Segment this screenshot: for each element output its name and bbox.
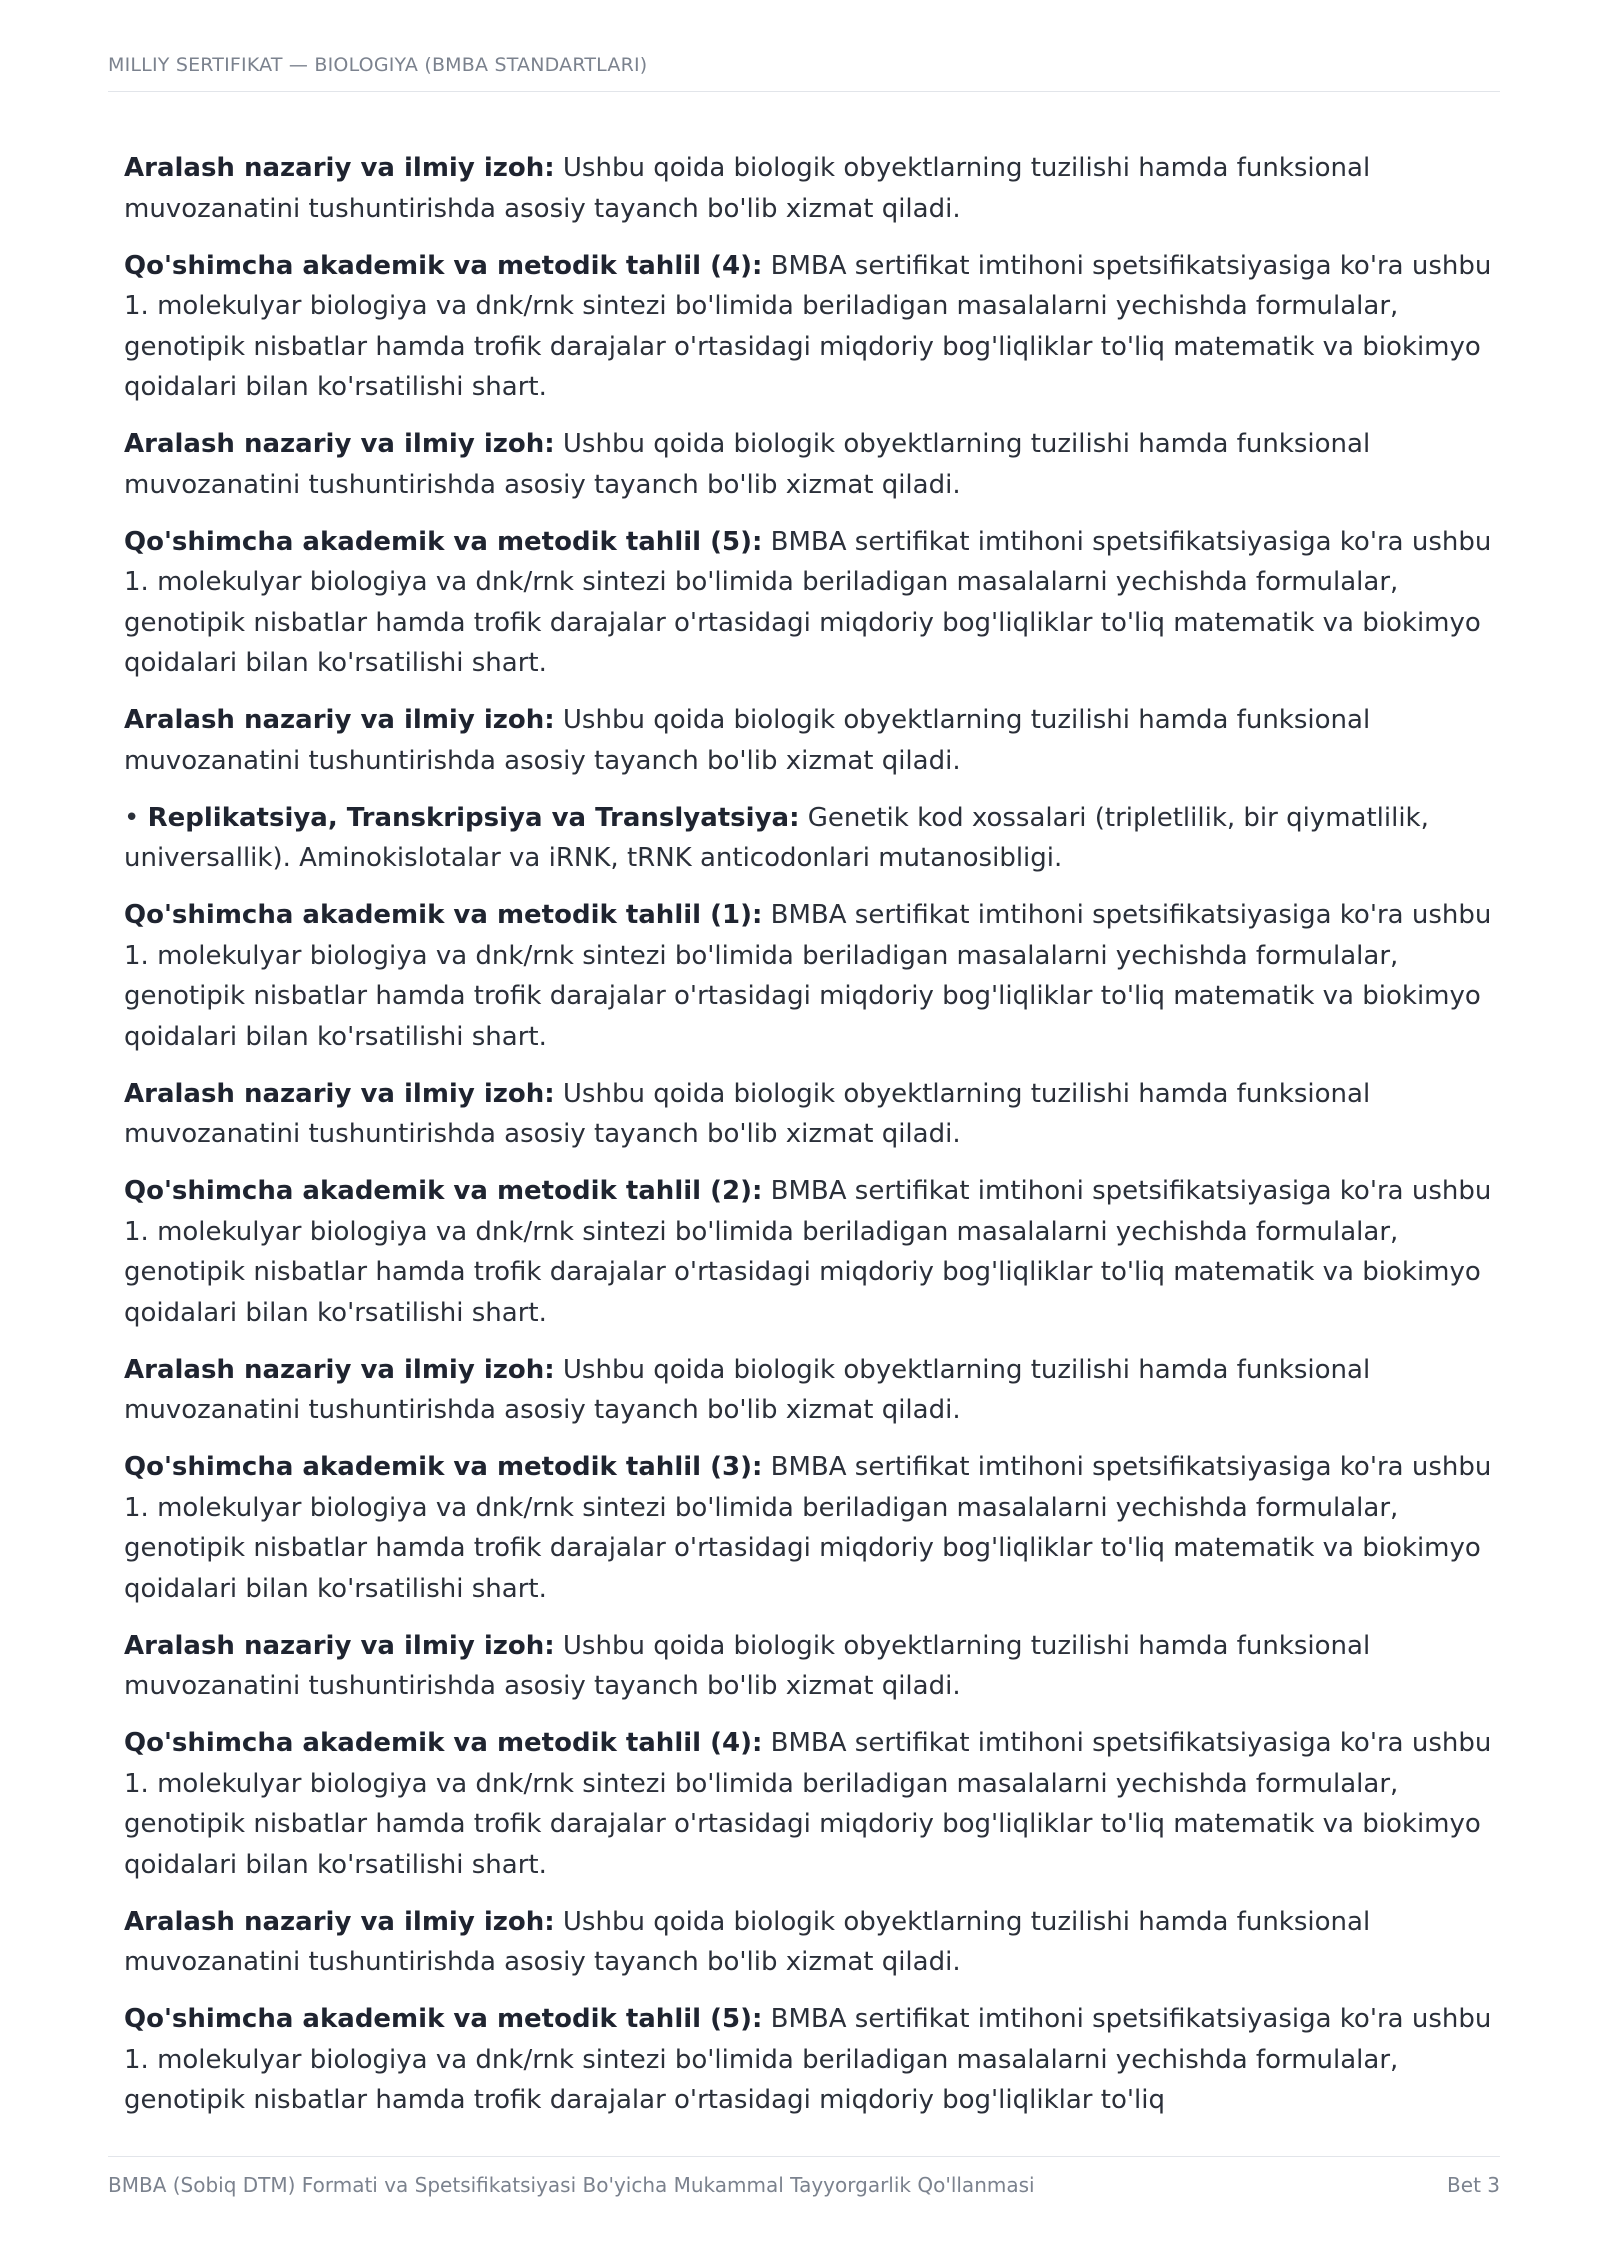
paragraph-text: Ushbu qoida biologik obyektlarning tuzilishi hamda funksional muvozanatini tushuntirishda asosiy tayanch bo'lib xizmat qiladi. bbox=[124, 1354, 1371, 1425]
paragraph-label: Qo'shimcha akademik va metodik tahlil (5): bbox=[124, 526, 763, 557]
paragraph-label: Qo'shimcha akademik va metodik tahlil (4): bbox=[124, 1728, 763, 1758]
paragraph-label: Aralash nazariy va ilmiy izoh: bbox=[124, 1354, 555, 1385]
paragraph bbox=[124, 1723, 1504, 1885]
paragraph bbox=[124, 1902, 1504, 1983]
paragraph-text: Ushbu qoida biologik obyektlarning tuzilishi hamda funksional muvozanatini tushuntirishda asosiy tayanch bo'lib xizmat qiladi. bbox=[124, 429, 1371, 500]
paragraph-text: BMBA sertifikat imtihoni spetsifikatsiyasiga ko'ra ushbu 1. molekulyar biologiya va dnk/rnk sintezi bo'limida beriladigan masalalarni yechishda formulalar, genotipik nisbatlar hamda trofik darajalar o'rtasidagi miqdoriy bog'liqliklar to'liq matematik va biokimyo qoidalari bilan ko'rsatilishi shart. bbox=[124, 526, 1492, 678]
paragraph-label: Aralash nazariy va ilmiy izoh: bbox=[124, 1078, 555, 1109]
paragraph-label: Replikatsiya, Transkripsiya va Translyatsiya: bbox=[147, 802, 800, 833]
paragraph-text: Ushbu qoida biologik obyektlarning tuzilishi hamda funksional muvozanatini tushuntirishda asosiy tayanch bo'lib xizmat qiladi. bbox=[124, 1630, 1371, 1701]
paragraph bbox=[124, 1447, 1504, 1609]
paragraph-text: BMBA sertifikat imtihoni spetsifikatsiyasiga ko'ra ushbu 1. molekulyar biologiya va dnk/rnk sintezi bo'limida beriladigan masalalarni yechishda formulalar, genotipik nisbatlar hamda trofik darajalar o'rtasidagi miqdoriy bog'liqliklar to'liq matematik va biokimyo qoidalari bilan ko'rsatilishi shart. bbox=[124, 1728, 1492, 1880]
paragraph bbox=[124, 1171, 1504, 1333]
paragraph bbox=[124, 424, 1504, 505]
paragraph-text: BMBA sertifikat imtihoni spetsifikatsiyasiga ko'ra ushbu 1. molekulyar biologiya va dnk/rnk sintezi bo'limida beriladigan masalalarni yechishda formulalar, genotipik nisbatlar hamda trofik darajalar o'rtasidagi miqdoriy bog'liqliklar to'liq matematik va biokimyo qoidalari bilan ko'rsatilishi shart. bbox=[124, 1176, 1492, 1328]
paragraph-label: Aralash nazariy va ilmiy izoh: bbox=[124, 429, 555, 459]
paragraph-text: BMBA sertifikat imtihoni spetsifikatsiyasiga ko'ra ushbu 1. molekulyar biologiya va dnk/rnk sintezi bo'limida beriladigan masalalarni yechishda formulalar, genotipik nisbatlar hamda trofik darajalar o'rtasidagi miqdoriy bog'liqliklar to'liq matematik va biokimyo qoidalari bilan ko'rsatilishi shart. bbox=[124, 250, 1492, 402]
paragraph-label: Qo'shimcha akademik va metodik tahlil (2): bbox=[124, 1176, 763, 1206]
paragraph-label: Aralash nazariy va ilmiy izoh: bbox=[124, 1630, 555, 1661]
paragraph-label: Qo'shimcha akademik va metodik tahlil (5): bbox=[124, 2004, 763, 2034]
paragraph bbox=[124, 1074, 1504, 1155]
paragraph-text: Genetik kod xossalari (tripletlilik, bir qiymatlilik, universallik). Aminokislotalar va iRNK, tRNK anticodonlari mutanosibligi. bbox=[124, 802, 1429, 873]
paragraph-label: Qo'shimcha akademik va metodik tahlil (4): bbox=[124, 250, 763, 281]
page-header bbox=[108, 52, 1500, 92]
bullet: • bbox=[124, 802, 148, 833]
footer-title: BMBA (Sobiq DTM) Formati va Spetsifikatsiyasi Bo'yicha Mukammal Tayyorgarlik Qo'llanmasi bbox=[108, 2173, 1035, 2197]
paragraph-label: Qo'shimcha akademik va metodik tahlil (1): bbox=[124, 900, 763, 930]
paragraph bbox=[124, 148, 1504, 229]
paragraph-text: BMBA sertifikat imtihoni spetsifikatsiyasiga ko'ra ushbu 1. molekulyar biologiya va dnk/rnk sintezi bo'limida beriladigan masalalarni yechishda formulalar, genotipik nisbatlar hamda trofik darajalar o'rtasidagi miqdoriy bog'liqliklar to'liq bbox=[124, 2004, 1492, 2115]
paragraph-label: Aralash nazariy va ilmiy izoh: bbox=[124, 153, 555, 183]
paragraph-text: Ushbu qoida biologik obyektlarning tuzilishi hamda funksional muvozanatini tushuntirishda asosiy tayanch bo'lib xizmat qiladi. bbox=[124, 153, 1371, 224]
paragraph-label: Qo'shimcha akademik va metodik tahlil (3): bbox=[124, 1452, 763, 1482]
paragraph bbox=[124, 522, 1504, 684]
document-body bbox=[124, 148, 1504, 2137]
paragraph-text: BMBA sertifikat imtihoni spetsifikatsiyasiga ko'ra ushbu 1. molekulyar biologiya va dnk/rnk sintezi bo'limida beriladigan masalalarni yechishda formulalar, genotipik nisbatlar hamda trofik darajalar o'rtasidagi miqdoriy bog'liqliklar to'liq matematik va biokimyo qoidalari bilan ko'rsatilishi shart. bbox=[124, 900, 1492, 1052]
page-footer bbox=[108, 2156, 1500, 2197]
paragraph-text: Ushbu qoida biologik obyektlarning tuzilishi hamda funksional muvozanatini tushuntirishda asosiy tayanch bo'lib xizmat qiladi. bbox=[124, 1906, 1371, 1977]
paragraph bbox=[124, 1350, 1504, 1431]
paragraph-label: Aralash nazariy va ilmiy izoh: bbox=[124, 1906, 555, 1937]
paragraph bbox=[124, 1999, 1504, 2121]
paragraph bbox=[124, 895, 1504, 1057]
paragraph-label: Aralash nazariy va ilmiy izoh: bbox=[124, 705, 555, 735]
paragraph bbox=[124, 1626, 1504, 1707]
paragraph-text: Ushbu qoida biologik obyektlarning tuzilishi hamda funksional muvozanatini tushuntirishda asosiy tayanch bo'lib xizmat qiladi. bbox=[124, 1078, 1371, 1149]
paragraph-text: BMBA sertifikat imtihoni spetsifikatsiyasiga ko'ra ushbu 1. molekulyar biologiya va dnk/rnk sintezi bo'limida beriladigan masalalarni yechishda formulalar, genotipik nisbatlar hamda trofik darajalar o'rtasidagi miqdoriy bog'liqliklar to'liq matematik va biokimyo qoidalari bilan ko'rsatilishi shart. bbox=[124, 1452, 1492, 1604]
paragraph-text: Ushbu qoida biologik obyektlarning tuzilishi hamda funksional muvozanatini tushuntirishda asosiy tayanch bo'lib xizmat qiladi. bbox=[124, 705, 1371, 776]
paragraph bbox=[124, 246, 1504, 408]
bullet-paragraph bbox=[124, 798, 1504, 879]
running-header-title: MILLIY SERTIFIKAT — BIOLOGIYA (BMBA STANDARTLARI) bbox=[108, 54, 648, 76]
paragraph bbox=[124, 700, 1504, 781]
page-number: Bet 3 bbox=[1447, 2173, 1500, 2197]
